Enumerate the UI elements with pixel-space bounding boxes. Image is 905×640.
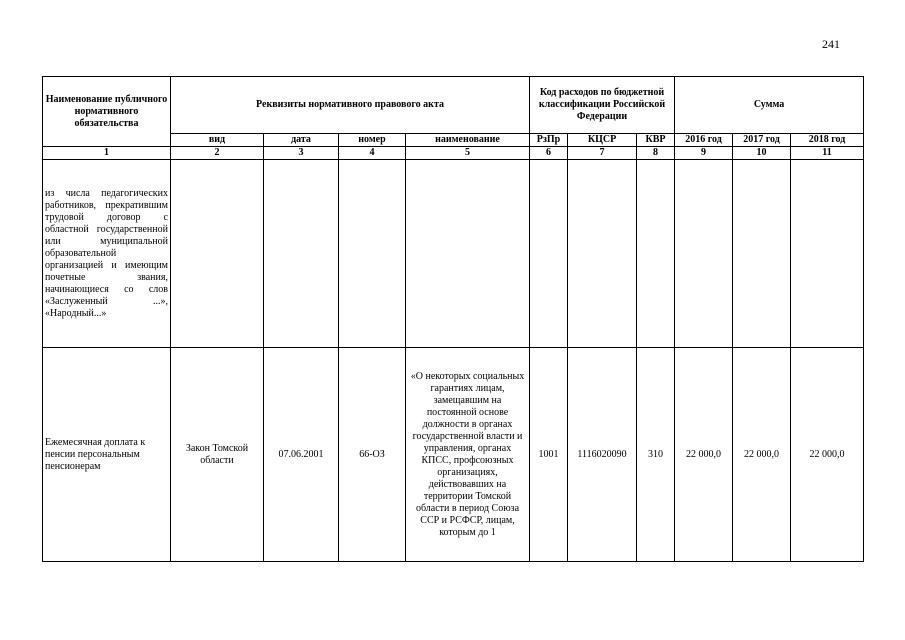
sum-2016-cell: 22 000,0 — [675, 348, 733, 562]
col-number: 5 — [406, 147, 530, 160]
col-number: 8 — [637, 147, 675, 160]
header-kcsr: КЦСР — [568, 134, 637, 147]
page-number: 241 — [822, 37, 840, 51]
header-sum: Сумма — [675, 77, 864, 134]
header-title: наименование — [406, 134, 530, 147]
header-vid: вид — [171, 134, 264, 147]
obligation-name-cell: Ежемесячная доплата к пенсии персональным пенсионерам — [43, 348, 171, 562]
obligations-table — [42, 76, 864, 562]
table-row — [43, 160, 864, 348]
act-type-cell: Закон Томской области — [171, 348, 264, 562]
header-rzpr: РзПр — [530, 134, 568, 147]
header-kvr: КВР — [637, 134, 675, 147]
col-number: 4 — [339, 147, 406, 160]
col-number: 2 — [171, 147, 264, 160]
kcsr-cell: 1116020090 — [568, 348, 637, 562]
header-2017: 2017 год — [733, 134, 791, 147]
header-act: Реквизиты нормативного правового акта — [171, 77, 530, 134]
col-number: 9 — [675, 147, 733, 160]
act-title-cell: «О некоторых социальных гарантиях лицам, замещавшим на постоянной основе должности в органах государственной власти и управления, органах КПСС, профсоюзных организациях, действовавших на территории Томской области в период Союза ССР и РСФСР, лицам, которым до 1 — [406, 348, 530, 562]
header-2016: 2016 год — [675, 134, 733, 147]
col-number: 6 — [530, 147, 568, 160]
col-number: 1 — [43, 147, 171, 160]
rzpr-cell: 1001 — [530, 348, 568, 562]
col-number: 10 — [733, 147, 791, 160]
header-code: Код расходов по бюджетной классификации Российской Федерации — [530, 77, 675, 134]
kvr-cell: 310 — [637, 348, 675, 562]
col-number: 11 — [791, 147, 864, 160]
header-date: дата — [264, 134, 339, 147]
header-number: номер — [339, 134, 406, 147]
sum-2017-cell: 22 000,0 — [733, 348, 791, 562]
col-number: 3 — [264, 147, 339, 160]
act-date-cell: 07.06.2001 — [264, 348, 339, 562]
header-2018: 2018 год — [791, 134, 864, 147]
header-name: Наименование публичного нормативного обязательства — [43, 77, 171, 147]
act-number-cell: 66-ОЗ — [339, 348, 406, 562]
table-row — [43, 348, 864, 562]
col-number: 7 — [568, 147, 637, 160]
sum-2018-cell: 22 000,0 — [791, 348, 864, 562]
obligation-name-cell: из числа педагогических работников, прекратившим трудовой договор с областной государственной или муниципальной образовательной организацией и имеющим почетные звания, начинающиеся со слов «Заслуженный ...», «Народный...» — [43, 160, 171, 348]
